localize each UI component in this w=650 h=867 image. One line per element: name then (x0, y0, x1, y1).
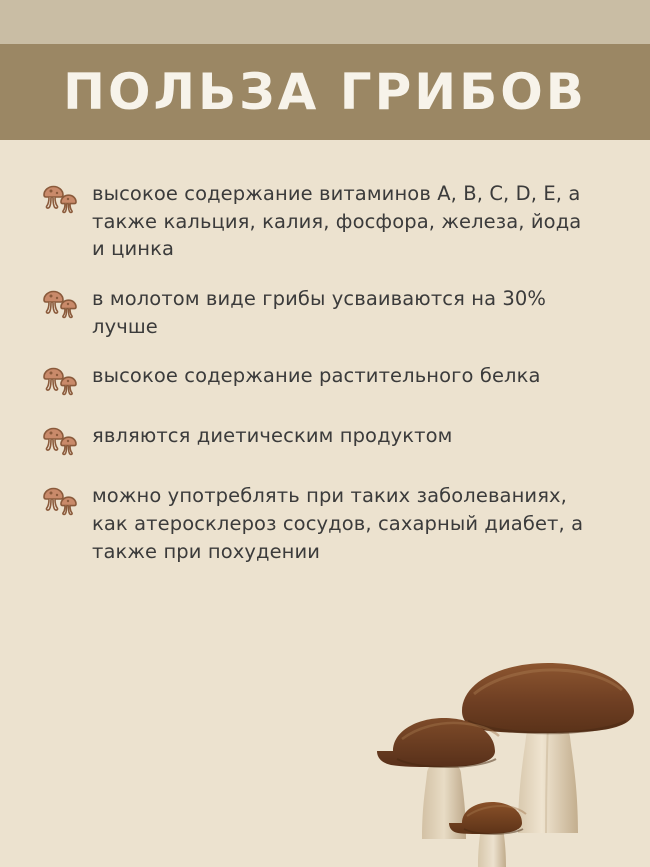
list-item (40, 285, 600, 340)
title-band (0, 44, 650, 140)
benefits-list (40, 180, 600, 588)
list-item (40, 422, 600, 460)
list-item-label: можно употреблять при таких заболеваниях, как атеросклероз сосудов, сахарный диабет, а также при похудении (92, 484, 584, 563)
top-decorative-strip (0, 0, 650, 44)
mushroom-icon (40, 424, 84, 460)
list-item-label: являются диетическим продуктом (92, 424, 453, 448)
mushroom-icon (40, 364, 84, 400)
list-item-label: высокое содержание витаминов А, В, С, D, Е, а также кальция, калия, фосфора, железа, йода и цинка (92, 182, 582, 261)
list-item-label: высокое содержание растительного белка (92, 364, 541, 388)
list-item (40, 482, 600, 565)
list-item (40, 362, 600, 400)
list-item-label: в молотом виде грибы усваиваются на 30% лучше (92, 287, 547, 338)
mushroom-icon (40, 484, 84, 520)
mushroom-icon (40, 287, 84, 323)
mushroom-icon (40, 182, 84, 218)
page-title: ПОЛЬЗА ГРИБОВ (63, 63, 587, 121)
porcini-mushrooms-photo (350, 627, 650, 867)
list-item (40, 180, 600, 263)
